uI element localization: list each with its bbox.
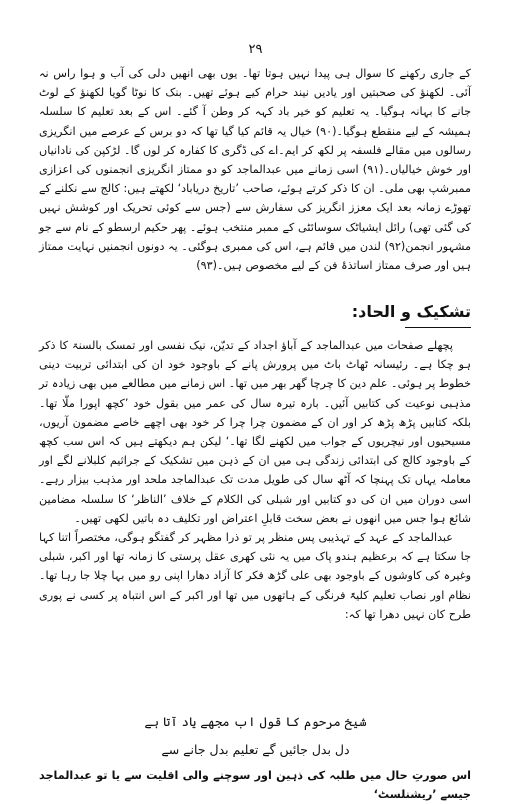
last-line: اس صورتِ حال میں طلبہ کی ذہین اور سوچنے والی اقلیت سے یا تو عبدالماجد جیسے ’ریشنلسٹ‘	[39, 769, 471, 802]
top-paragraph	[39, 64, 471, 275]
page-number: ۲۹	[248, 42, 263, 57]
poem-line-2: دل بدل جائیں گے تعلیم بدل جانے سے	[161, 742, 350, 757]
poem-line-1: شیخ مرحوم کا قول اب مجھے یاد آتا ہے	[144, 714, 367, 729]
body-paragraphs	[39, 336, 471, 624]
paragraph-2: عبدالماجد کے عہد کے تہذیبی پس منظر پر تو ذرا مظہر کر گفتگو ہوگی، مختصراً اتنا کہا جا سکتا ہے کہ برعظیم ہندو پاک میں یہ نئی کھری عقل پرستی کا زمانہ تھا اور اکبر، شبلی وغیرہ کی کاوشوں کے باوجود بھی علی گڑھ فکر کا آزاد دھارا اپنی رو میں بہا چلا جا رہا تھا۔ نظام اور نصاب تعلیم کلیۃً فرنگی کے ہاتھوں میں تھا اور اکبر کے اس انتباہ پر کسی نے پوری طرح کان نہیں دھرا تھا کہ:	[39, 531, 471, 621]
paragraph-1: پچھلے صفحات میں عبدالماجد کے آباؤ اجداد کے تدیّن، نیک نفسی اور تمسک بالسنۃ کا ذکر ہو چکا ہے۔ رئیسانہ ٹھاٹ باٹ میں پرورش پانے کے باوجود خود ان کی ابتدائی تربیت دینی خطوط پر ہوئی۔ علم دین کا چرچا گھر بھر میں تھا۔ اس زمانے میں مطالعے میں بھی زیادہ تر مذہبی نوعیت کی کتابیں آئیں۔ بارہ تیرہ سال کی عمر میں بقول خود ’کچھ اپورا ملّا تھا۔ بلکہ کتابیں پڑھ پڑھ کر اور ان کے مضمون چرا چرا کر خود بھی اچھے خاصے مضمون آریوں، مسیحیوں اور نیچریوں کے جواب میں لکھنے لگا تھا۔‘ لیکن ہم دیکھتے ہیں کہ اس سب کچھ کے باوجود کالج کی ابتدائی زندگی ہی میں ان کے ذہن میں تشکیک کے جراثیم کلبلانے لگے اور معاملہ یہاں تک پہنچا کہ آٹھ سال کی طویل مدت تک عبدالماجد ملحد اور مذہب بیزار رہے۔ اسی دوران میں ان کی دو کتابیں اور شبلی کی الکلام کے خلاف ’الناظر‘ کا سلسلہ مضامین شائع ہوا جس میں انھوں نے بعض سخت قابلِ اعتراض اور تکلیف دہ باتیں لکھی تھیں۔	[39, 339, 471, 525]
heading-underline	[405, 327, 471, 328]
section-heading: تشکیک و الحاد:	[351, 302, 471, 321]
top-paragraph-text: کے جاری رکھنے کا سوال ہی پیدا نہیں ہوتا تھا۔ یوں بھی انھیں دلی کی آب و ہوا راس نہ آئی۔ لکھنؤ کی صحبتیں اور یادیں نیند حرام کیے ہوئے تھیں۔ بنک کا نوٹا گویا لکھنؤ کے لوٹ جانے کا بہانہ ہوگیا۔ یہ تعلیم کو خیر باد کہہ کر وطن آ گئے۔ اس کے بعد تعلیم کا سلسلہ ہمیشہ کے لیے منقطع ہوگیا۔(۹۰) خیال یہ قائم کیا گیا تھا کہ دو برس کے عرصے میں انگریزی رسالوں میں مقالے فلسفہ پر لکھ کر ایم۔اے کی ڈگری کا کفارہ کر لوں گا۔ لڑکپن کی نادانیاں اور خوش خیالیاں۔(۹۱) اسی زمانے میں عبدالماجد کو دو ممتاز انگریزی انجمنوں کی اعزازی ممبرشپ بھی ملی۔ ان کا ذکر کرتے ہوئے، صاحب ’تاریخ دریاباد‘ لکھتے ہیں: کالج سے نکلنے کے تھوڑے زمانہ بعد ایک معزز انگریز کی سفارش سے (جس سے کوئی تحریک اور کوشش نہیں کی گئی تھی) رائل ایشیاٹک سوسائٹی کے ممبر منتخب ہوئے۔ پھر حکیم ارسطو کے نام سے جو مشہور انجمن(۹۲) لندن میں قائم ہے، اس کی ممبری ہوگئی۔ یہ دونوں انجمنیں نہایت ممتاز ہیں اور صرف ممتاز اساتذۂ فن کے لیے مخصوص ہیں۔(۹۳)	[39, 67, 472, 273]
